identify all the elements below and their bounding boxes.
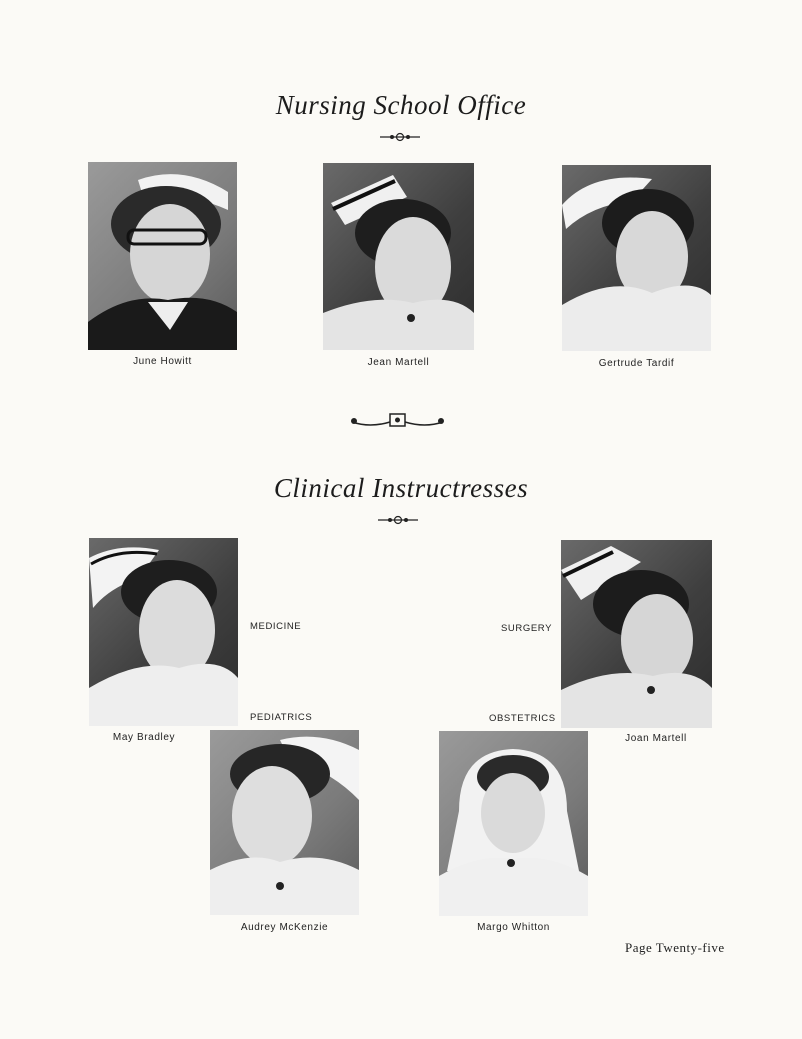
caption-margo-whitton: Margo Whitton [477, 922, 550, 933]
clinical-section-title: Clinical Instructresses [273, 473, 529, 503]
caption-joan-martell: Joan Martell [625, 733, 687, 744]
page-number: Page Twenty-five [625, 940, 725, 955]
dept-label-medicine: MEDICINE [250, 621, 302, 632]
portrait-joan-martell [561, 540, 712, 728]
caption-jean-martell: Jean Martell [367, 357, 430, 368]
portrait-jean-martell [323, 163, 474, 350]
caption-gertrude-tardif: Gertrude Tardif [598, 358, 675, 369]
dept-label-pediatrics: PEDIATRICS [250, 712, 313, 723]
portrait-may-bradley [89, 538, 238, 726]
dept-label-obstetrics: OBSTETRICS [489, 713, 556, 724]
portrait-june-howitt [88, 162, 237, 350]
dept-label-surgery: SURGERY [501, 623, 553, 634]
caption-audrey-mckenzie: Audrey McKenzie [240, 922, 329, 933]
portrait-margo-whitton [439, 731, 588, 916]
portrait-gertrude-tardif [562, 165, 711, 351]
divider-ornament-icon [350, 410, 445, 430]
portrait-audrey-mckenzie [210, 730, 359, 915]
small-ornament-icon [378, 131, 422, 143]
office-section-title: Nursing School Office [275, 90, 527, 120]
caption-may-bradley: May Bradley [112, 732, 176, 743]
small-ornament-icon [376, 514, 420, 526]
caption-june-howitt: June Howitt [133, 356, 192, 367]
